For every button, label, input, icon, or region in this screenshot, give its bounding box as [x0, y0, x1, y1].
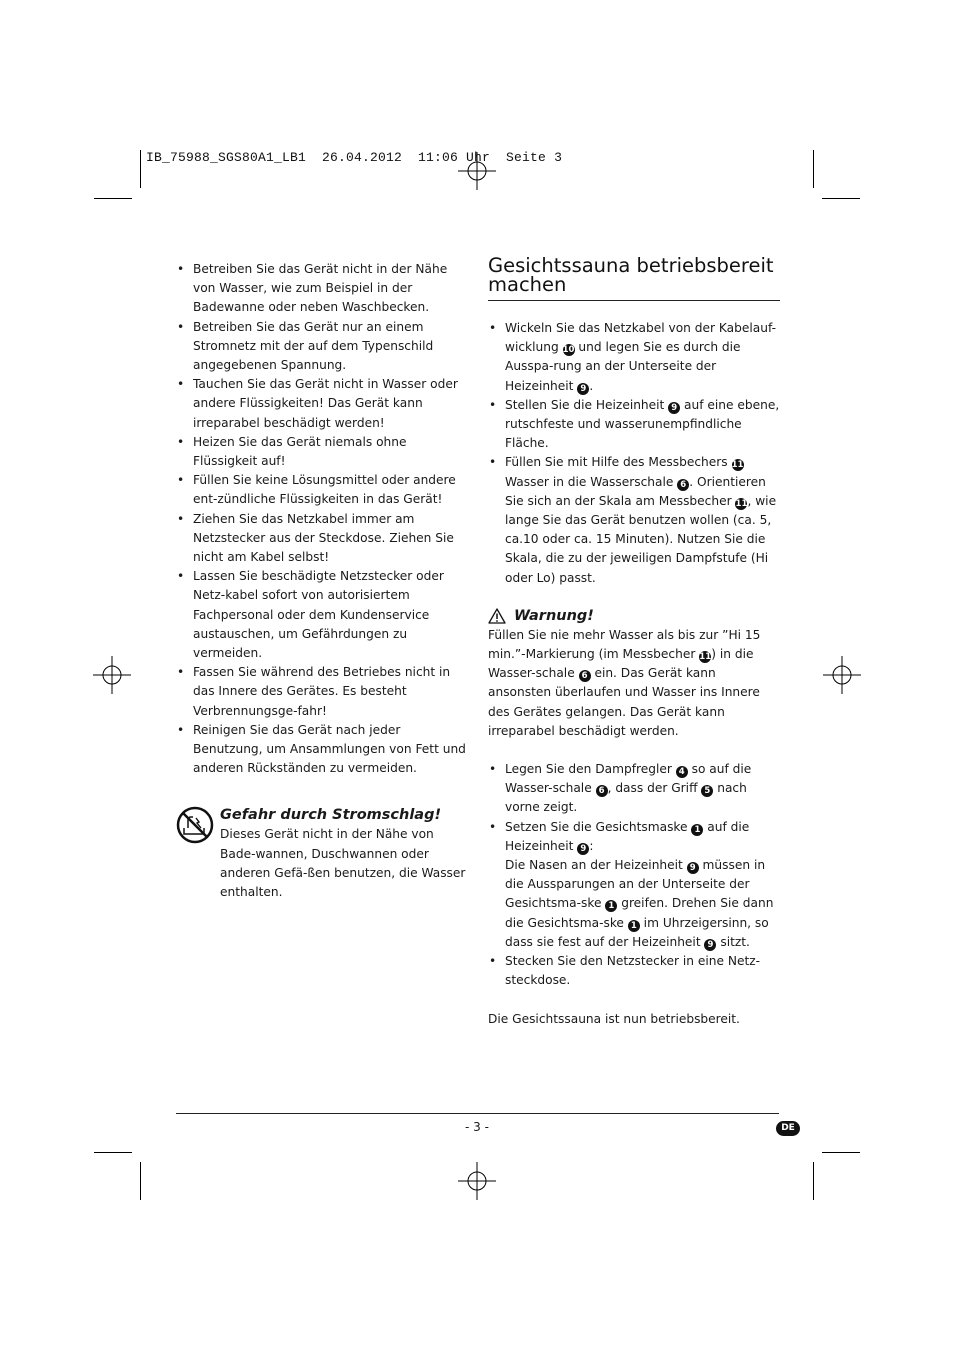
no-bathtub-icon	[176, 806, 214, 844]
water-level-warning	[488, 607, 780, 741]
crop-mark	[822, 198, 860, 199]
setup-list	[488, 319, 780, 588]
part-number-badge: 1	[605, 900, 617, 912]
list-item: • Ziehen Sie das Netzkabel immer am Netzstecker aus der Steckdose. Ziehen Sie nicht am Kabel selbst!	[176, 510, 468, 568]
list-item: • Reinigen Sie das Gerät nach jeder Benutzung, um Ansammlungen von Fett und anderen Rückständen zu vermeiden.	[176, 721, 468, 779]
list-item: • Fassen Sie während des Betriebes nicht in das Innere des Gerätes. Es besteht Verbrennungsge-fahr!	[176, 663, 468, 721]
part-number-badge: 5	[701, 785, 713, 797]
part-number-badge: 6	[677, 479, 689, 491]
registration-mark-icon	[93, 656, 131, 694]
final-note: Die Gesichtssauna ist nun betriebsbereit.	[488, 1011, 740, 1026]
danger-text: Dieses Gerät nicht in der Nähe von Bade-wannen, Duschwannen oder anderen Gefä-ßen benutzen, die Wasser enthalten.	[220, 827, 466, 900]
part-number-badge: 9	[704, 939, 716, 951]
crop-mark	[94, 1152, 132, 1153]
registration-mark-icon	[458, 1162, 496, 1200]
part-number-badge: 11	[699, 652, 712, 663]
list-item: • Tauchen Sie das Gerät nicht in Wasser oder andere Flüssigkeiten! Das Gerät kann irreparabel beschädigt werden!	[176, 375, 468, 433]
section-title: Gesichtssauna betriebsbereit machen	[488, 256, 780, 301]
part-number-badge: 9	[668, 402, 680, 414]
crop-mark	[822, 1152, 860, 1153]
crop-mark	[94, 198, 132, 199]
safety-list	[176, 260, 468, 778]
list-item: • Betreiben Sie das Gerät nur an einem Stromnetz mit der auf dem Typenschild angegebenen Spannung.	[176, 318, 468, 376]
right-column	[488, 256, 780, 1029]
part-number-badge: 4	[676, 766, 688, 778]
crop-mark	[140, 150, 141, 188]
warning-title: Warnung!	[514, 607, 594, 624]
part-number-badge: 9	[577, 383, 589, 395]
part-number-badge: 9	[577, 843, 589, 855]
list-item: • Füllen Sie mit Hilfe des Messbechers 11 Wasser in die Wasserschale 6 . Orientieren Sie sich an der Skala am Messbecher 11, wie lange Sie das Gerät benutzen wollen (ca. 5, ca.10 oder ca. 15 Minuten). Nutzen Sie die Skala, die zu der jeweiligen Dampfstufe (Hi oder Lo) passt.	[488, 453, 780, 587]
list-item: • Legen Sie den Dampfregler 4 so auf die Wasser-schale 6 , dass der Griff 5 nach vorne zeigt.	[488, 760, 780, 818]
list-item: • Stellen Sie die Heizeinheit 9 auf eine ebene, rutschfeste und wasserunempfindliche Fläche.	[488, 396, 780, 454]
list-item: • Füllen Sie keine Lösungsmittel oder andere ent-zündliche Flüssigkeiten in das Gerät!	[176, 471, 468, 509]
part-number-badge: 11	[731, 460, 744, 471]
part-number-badge: 1	[691, 824, 703, 836]
list-item: • Betreiben Sie das Gerät nicht in der Nähe von Wasser, wie zum Beispiel in der Badewanne oder neben Waschbecken.	[176, 260, 468, 318]
crop-mark	[813, 150, 814, 188]
left-column	[176, 260, 468, 902]
assembly-list	[488, 760, 780, 990]
language-badge: DE	[776, 1121, 800, 1136]
part-number-badge: 6	[579, 670, 591, 682]
list-item: • Heizen Sie das Gerät niemals ohne Flüssigkeit auf!	[176, 433, 468, 471]
part-number-badge: 11	[735, 498, 748, 509]
part-number-badge: 6	[596, 785, 608, 797]
registration-mark-icon	[823, 656, 861, 694]
footer-divider	[176, 1113, 779, 1114]
list-item: • Setzen Sie die Gesichtsmaske 1 auf die Heizeinheit 9 : Die Nasen an der Heizeinheit 9 müssen in die Aussparungen an der Unterseite der Gesichtsma-ske 1 greifen. Drehen Sie dann die Gesichtsma-ske 1 im Uhrzeigersinn, so dass sie fest auf der Heizeinheit 9 sitzt.	[488, 818, 780, 952]
list-item: • Wickeln Sie das Netzkabel von der Kabelauf-wicklung 10 und legen Sie es durch die Ausspa-rung an der Unterseite der Heizeinheit 9 .	[488, 319, 780, 396]
warning-text: Füllen Sie nie mehr Wasser als bis zur ”Hi 15 min.”-Markierung (im Messbecher 11) in die Wasser-schale 6 ein. Das Gerät kann ansonsten überlaufen und Wasser ins Innere des Gerätes gelangen. Das Gerät kann irreparabel beschädigt werden.	[488, 627, 761, 738]
part-number-badge: 10	[562, 345, 575, 356]
page-number: - 3 -	[465, 1120, 489, 1134]
part-number-badge: 1	[628, 920, 640, 932]
registration-mark-icon	[458, 152, 496, 190]
danger-title: Gefahr durch Stromschlag!	[220, 807, 442, 824]
printer-slug: IB_75988_SGS80A1_LB1 26.04.2012 11:06 Uhr Seite 3	[146, 150, 563, 165]
crop-mark	[813, 1162, 814, 1200]
crop-mark	[140, 1162, 141, 1200]
list-item: • Stecken Sie den Netzstecker in eine Netz-steckdose.	[488, 952, 780, 990]
list-item: • Lassen Sie beschädigte Netzstecker oder Netz-kabel sofort von autorisiertem Fachpersonal oder dem Kundenservice austauschen, um Gefährdungen zu vermeiden.	[176, 567, 468, 663]
electric-shock-warning	[176, 806, 468, 902]
warning-triangle-icon	[488, 608, 506, 624]
part-number-badge: 9	[687, 862, 699, 874]
